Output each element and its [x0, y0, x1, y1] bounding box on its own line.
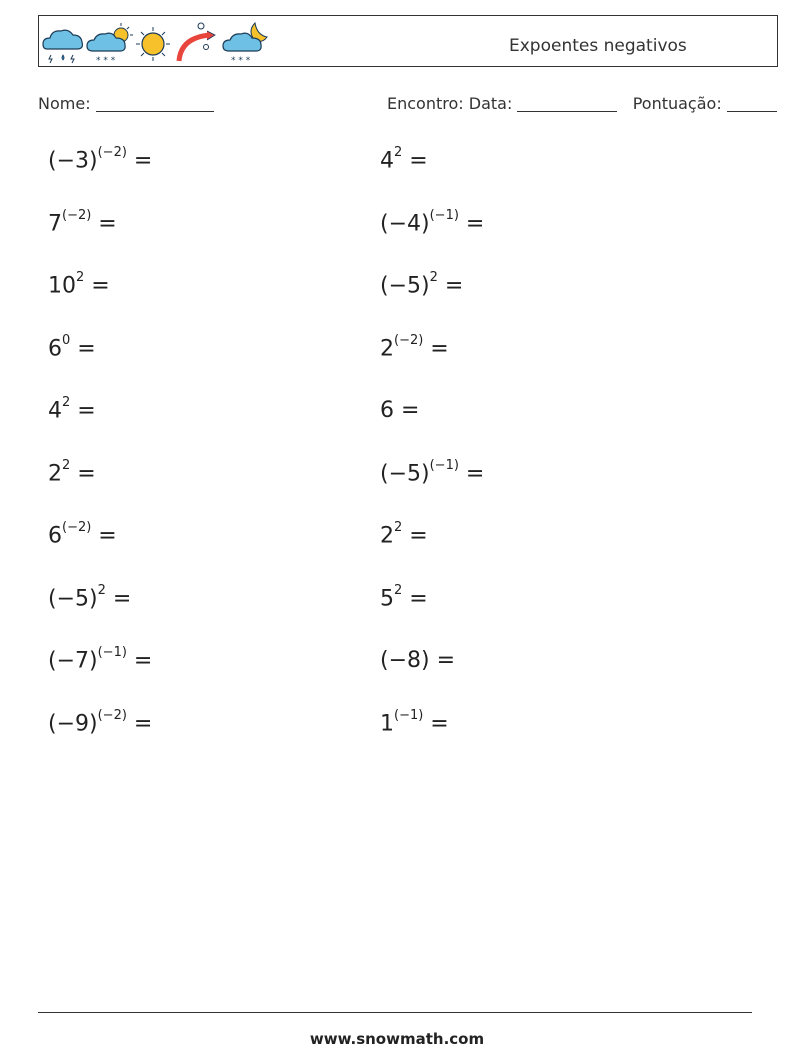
problem-base: 5: [380, 585, 394, 611]
problem-base: (−5): [380, 273, 430, 299]
problem-equals: =: [84, 273, 110, 299]
problem-exponent: 2: [394, 145, 403, 160]
problem-item: [380, 145, 428, 174]
problem-exponent: (−2): [62, 207, 92, 223]
name-blank[interactable]: [96, 95, 214, 112]
problem-item: [380, 207, 485, 236]
problem-base: 4: [48, 398, 62, 424]
problem-equals: =: [105, 585, 132, 611]
problem-item: [48, 332, 96, 361]
problem-item: [380, 457, 485, 486]
problem-item: [380, 398, 419, 423]
problem-item: [380, 520, 428, 549]
problem-exponent: (−1): [429, 207, 459, 223]
problem-exponent: (−1): [429, 457, 459, 473]
date-blank[interactable]: [517, 95, 617, 112]
weather-icons: [41, 19, 273, 65]
problem-item: [48, 582, 132, 611]
problem-equals: =: [126, 710, 153, 736]
problem-equals: =: [402, 523, 428, 549]
problem-item: [48, 270, 110, 299]
name-label: Nome:: [38, 94, 91, 113]
problem-base: 4: [380, 148, 394, 174]
problem-equals: =: [91, 210, 117, 236]
score-blank[interactable]: [727, 95, 777, 112]
problem-base: 1: [380, 710, 394, 736]
problem-equals: =: [70, 335, 96, 361]
problem-base: (−8): [380, 648, 430, 673]
problem-equals: =: [423, 335, 449, 361]
sun-icon: [136, 27, 170, 61]
problem-item: [380, 707, 449, 736]
problem-equals: =: [429, 648, 456, 673]
problem-base: (−5): [380, 460, 430, 486]
problem-exponent: (−2): [97, 707, 127, 723]
date-label: Data:: [468, 94, 513, 113]
problem-equals: =: [458, 460, 485, 486]
problem-equals: =: [126, 148, 153, 174]
problem-exponent: 0: [62, 332, 71, 348]
problem-exponent: (−2): [62, 520, 92, 535]
problem-exponent: 2: [62, 395, 71, 410]
problem-exponent: (−2): [394, 332, 424, 348]
problem-equals: =: [458, 210, 485, 236]
problem-base: (−9): [48, 710, 98, 736]
svg-text:* * *: * * *: [96, 56, 116, 65]
problem-equals: =: [402, 148, 428, 174]
problem-base: 2: [380, 523, 394, 549]
problem-exponent: 2: [97, 582, 106, 598]
problem-exponent: 2: [76, 270, 85, 285]
rainbow-wind-icon: [179, 23, 215, 61]
problem-base: 2: [380, 335, 394, 361]
problem-base: (−5): [48, 585, 98, 611]
problem-exponent: 2: [62, 457, 71, 473]
problem-base: (−7): [48, 648, 98, 674]
problem-item: [48, 520, 117, 549]
rain-cloud-icon: [43, 30, 82, 63]
score-label: Pontuação:: [632, 94, 722, 113]
problem-item: [380, 648, 455, 673]
problem-exponent: (−2): [97, 145, 127, 160]
sun-cloud-snow-icon: [87, 23, 133, 65]
header-box: [38, 15, 778, 67]
problem-base: 6: [48, 523, 62, 549]
problem-equals: =: [402, 585, 428, 611]
session-fields: [387, 94, 777, 113]
problem-base: 7: [48, 210, 62, 236]
problem-exponent: (−1): [394, 707, 424, 723]
problem-base: (−3): [48, 148, 98, 174]
problem-item: [48, 457, 96, 486]
problem-base: (−4): [380, 210, 430, 236]
problem-exponent: 2: [429, 270, 438, 285]
problem-equals: =: [423, 710, 449, 736]
name-field: [38, 94, 214, 113]
problem-base: 2: [48, 460, 62, 486]
page-title: Expoentes negativos: [509, 36, 687, 56]
problem-base: 10: [48, 273, 76, 299]
problem-equals: =: [70, 398, 96, 424]
problem-item: [48, 145, 153, 174]
problem-item: [380, 582, 428, 611]
problem-equals: =: [91, 523, 117, 549]
problem-exponent: 2: [394, 520, 403, 535]
problem-item: [48, 395, 96, 424]
problem-exponent: 2: [394, 582, 403, 598]
footer-url: www.snowmath.com: [309, 1030, 485, 1048]
problem-equals: =: [394, 398, 420, 423]
moon-cloud-snow-icon: [223, 23, 267, 65]
problem-item: [48, 707, 153, 736]
problem-item: [380, 332, 449, 361]
session-label: Encontro:: [387, 94, 464, 113]
problem-base: 6: [48, 335, 62, 361]
footer-divider: [38, 1012, 752, 1013]
svg-text:* * *: * * *: [231, 56, 251, 65]
problem-equals: =: [126, 648, 153, 674]
problem-item: [48, 207, 117, 236]
problem-equals: =: [70, 460, 96, 486]
problem-item: [380, 270, 464, 299]
problem-base: 6: [380, 398, 394, 423]
problem-item: [48, 645, 153, 674]
problem-exponent: (−1): [97, 645, 127, 660]
problem-equals: =: [437, 273, 464, 299]
